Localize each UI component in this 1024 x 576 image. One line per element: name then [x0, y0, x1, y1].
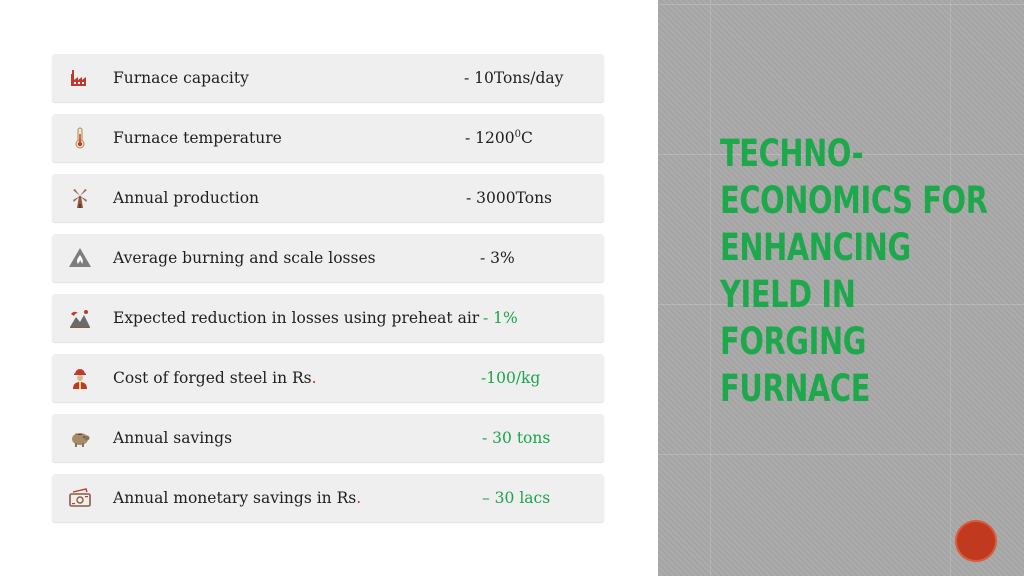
list-item — [52, 54, 604, 102]
row-value: - 30 tons — [482, 429, 551, 447]
windmill-icon — [68, 186, 92, 210]
row-value: - 10Tons/day — [464, 69, 564, 87]
list-item — [52, 294, 604, 342]
row-label: Average burning and scale losses — [113, 249, 376, 267]
list-item — [52, 354, 604, 402]
row-value: – 30 lacs — [482, 489, 551, 507]
row-value: -100/kg — [481, 369, 541, 387]
row-label: Annual monetary savings in Rs. — [113, 489, 362, 507]
row-value: - 3000Tons — [466, 189, 553, 207]
row-value: - 1200$^0$C — [465, 128, 533, 147]
title-line: YIELD IN — [720, 273, 856, 316]
worker-icon — [68, 366, 92, 390]
piggy-bank-icon — [68, 426, 92, 450]
warning-fire-icon — [68, 246, 92, 270]
row-label: Cost of forged steel in Rs. — [113, 369, 317, 387]
title-line: FORGING — [720, 320, 867, 363]
thermometer-icon — [68, 126, 92, 150]
list-item — [52, 474, 604, 522]
row-value: - 3% — [480, 249, 515, 267]
list-item — [52, 234, 604, 282]
list-item — [52, 414, 604, 462]
row-label: Furnace capacity — [113, 69, 249, 87]
title-line: TECHNO- — [720, 132, 864, 175]
row-label: Annual production — [113, 189, 260, 207]
slide-number-badge[interactable] — [957, 522, 995, 560]
row-value: - 1% — [483, 309, 518, 327]
title-line: ENHANCING — [720, 226, 911, 269]
list-item — [52, 114, 604, 162]
row-label: Furnace temperature — [113, 129, 282, 147]
factory-icon — [68, 66, 92, 90]
slide-title — [720, 130, 988, 412]
title-line: ECONOMICS FOR — [720, 179, 988, 222]
row-label: Expected reduction in losses using preheat air — [113, 309, 480, 327]
list-item — [52, 174, 604, 222]
row-label: Annual savings — [113, 429, 233, 447]
landscape-icon — [68, 306, 92, 330]
money-icon — [68, 486, 92, 510]
title-line: FURNACE — [720, 367, 871, 410]
